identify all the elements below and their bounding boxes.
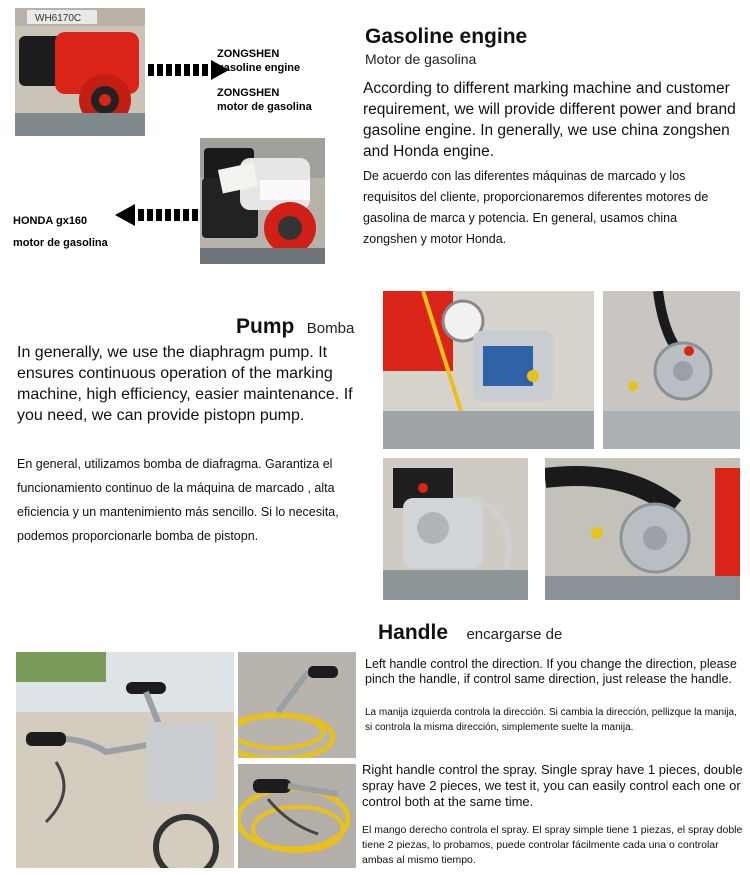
pump-photo-2: [603, 291, 740, 449]
handle-photo-2: [238, 652, 356, 758]
pump-subtitle: Bomba: [306, 320, 355, 337]
pump-photo-3: [383, 458, 528, 600]
pump-description-en: In generally, we use the diaphragm pump. It ensures continuous operation of the marking machine, high efficiency, easier maintenance. If you need, we can provide pistopn pump.: [17, 344, 353, 424]
handle-subtitle: encargarse de: [466, 626, 563, 643]
handle-photo-3: [238, 764, 356, 868]
pump-photo-1: [383, 291, 594, 449]
pump-heading: [236, 315, 354, 339]
pump-description-es: En general, utilizamos bomba de diafragma. Garantiza el funcionamiento continuo de la máquina de marcado , alta eficiencia y un mantenimiento más sencillo. Si lo necesita, podemos proporcionarle bomba de pistopn.: [17, 457, 339, 543]
handle-heading: [378, 621, 562, 645]
pump-title: Pump: [236, 315, 295, 338]
engine-description-en: According to different marking machine and customer requirement, we will provide different power and brand gasoline engine. In generally, we use china zongshen and Honda engine.: [363, 80, 736, 160]
handle-right-es: El mango derecho controla el spray. El spray simple tiene 1 piezas, el spray doble tiene 2 piezas, lo probamos, puede controlar fácilmente cada una o controlar ambas al mismo tiempo.: [362, 824, 743, 866]
honda-engine-photo: [200, 138, 325, 264]
honda-label: HONDA gx160 motor de gasolina: [13, 215, 108, 249]
zongshen-engine-photo: [15, 8, 145, 136]
handle-right-en: Right handle control the spray. Single spray have 1 pieces, double spray have 2 pieces, we test it, you can easily control each one or control both at the same time.: [362, 762, 743, 809]
pump-photo-4: [545, 458, 740, 600]
handle-title: Handle: [378, 621, 449, 644]
engine-subtitle: Motor de gasolina: [365, 51, 477, 67]
engine-title: Gasoline engine: [365, 25, 528, 48]
handle-photo-1: [16, 652, 234, 868]
zongshen-label: ZONGSHEN gasoline engine ZONGSHEN motor de gasolina: [217, 48, 312, 113]
handle-left-en: Left handle control the direction. If you change the direction, please pinch the handle, if control same direction, just release the handle.: [365, 657, 737, 686]
plate-text: WH6170C: [35, 13, 82, 24]
handle-left-es: La manija izquierda controla la dirección. Si cambia la dirección, pellizque la manija, si controla la misma dirección, simplemente suelte la manija.: [365, 707, 737, 733]
engine-description-es: De acuerdo con las diferentes máquinas de marcado y los requisitos del cliente, proporcionaremos diferentes motores de gasolina de marca y potencia. En general, usamos china zongshen y motor Honda.: [363, 169, 709, 246]
honda-arrow: [115, 204, 201, 218]
